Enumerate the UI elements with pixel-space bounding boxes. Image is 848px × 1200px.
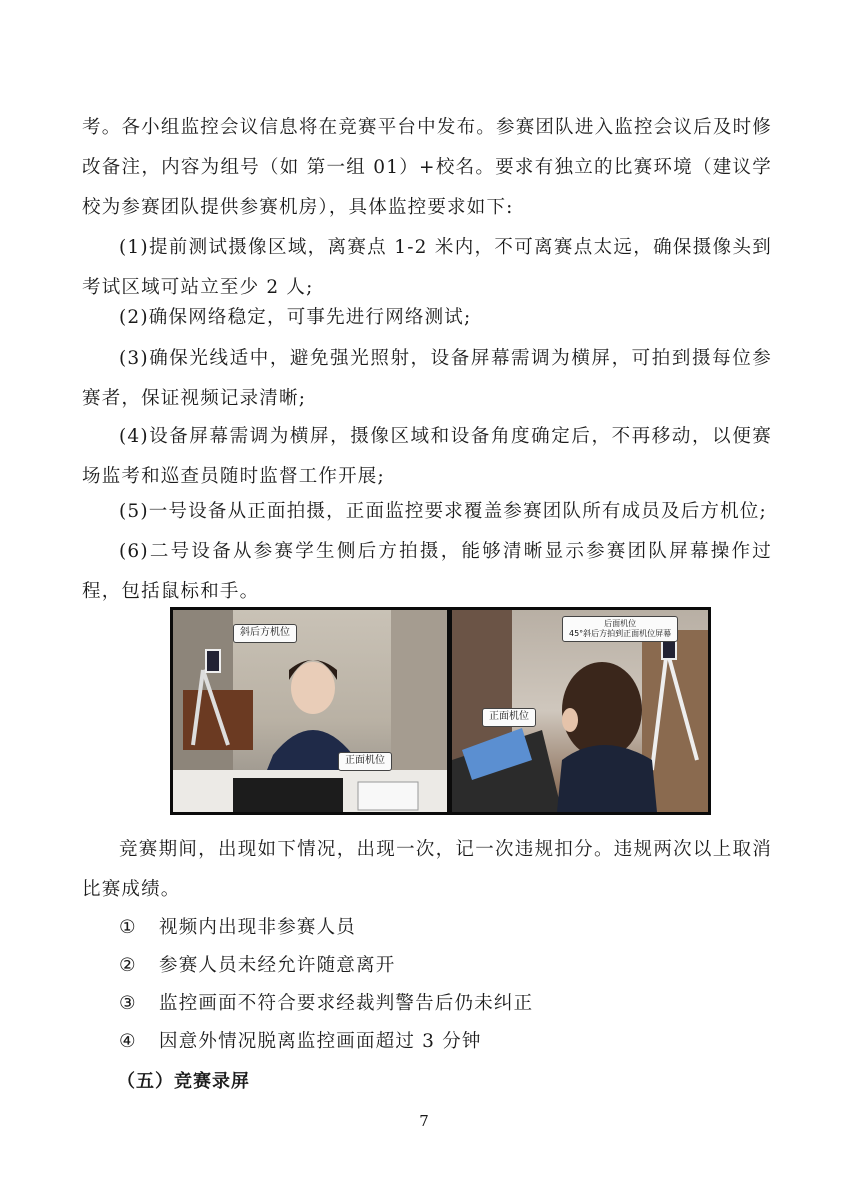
rear-camera-label-line2: 45°斜后方拍到正面机位屏幕 — [569, 629, 672, 638]
front-view-illustration — [173, 610, 447, 812]
paragraph-monitoring-intro: 考。各小组监控会议信息将在竞赛平台中发布。参赛团队进入监控会议后及时修改备注，内容为组号（如 第一组 01）+校名。要求有独立的比赛环境（建议学校为参赛团队提供参赛机房），具体监控要求如下: — [82, 117, 772, 218]
violation-intro: 竞赛期间，出现如下情况，出现一次，记一次违规扣分。违规两次以上取消比赛成绩。 — [82, 839, 772, 900]
section-title: （五）竞赛录屏 — [117, 1071, 250, 1092]
violation-item-4 — [119, 1022, 482, 1062]
front-camera-label: 正面机位 — [338, 752, 392, 771]
requirement-3: (3)确保光线适中，避免强光照射，设备屏幕需调为横屏，可拍到摄每位参赛者，保证视频记录清晰; — [82, 348, 772, 409]
item-marker: ① — [119, 917, 137, 938]
requirement-2: (2)确保网络稳定，可事先进行网络测试; — [119, 307, 472, 328]
violation-item-2 — [119, 946, 395, 986]
item-text: 监控画面不符合要求经裁判警告后仍未纠正 — [159, 993, 534, 1014]
item-text: 参赛人员未经允许随意离开 — [159, 955, 396, 976]
page-number: 7 — [419, 1112, 429, 1130]
violation-item-3 — [119, 984, 533, 1024]
requirement-6: (6)二号设备从参赛学生侧后方拍摄，能够清晰显示参赛团队屏幕操作过程，包括鼠标和手。 — [82, 541, 772, 602]
item-text: 因意外情况脱离监控画面超过 3 分钟 — [159, 1031, 482, 1052]
requirement-4: (4)设备屏幕需调为横屏，摄像区域和设备角度确定后，不再移动，以便赛场监考和巡查员随时监督工作开展; — [82, 426, 772, 487]
rear-45-camera-label — [562, 616, 678, 642]
item-text: 视频内出现非参赛人员 — [159, 917, 357, 938]
rear-camera-label-line1: 后面机位 — [604, 619, 637, 628]
item-marker: ② — [119, 955, 137, 976]
requirement-5: (5)一号设备从正面拍摄，正面监控要求覆盖参赛团队所有成员及后方机位; — [119, 501, 767, 522]
item-marker: ④ — [119, 1031, 137, 1052]
rear-camera-label: 斜后方机位 — [233, 624, 297, 643]
front-view-photo — [173, 610, 447, 812]
requirement-1: (1)提前测试摄像区域，离赛点 1-2 米内，不可离赛点太远，确保摄像头到考试区域可站立至少 2 人; — [82, 237, 772, 298]
front-camera-label-right: 正面机位 — [482, 708, 536, 727]
violation-item-1 — [119, 908, 356, 948]
item-marker: ③ — [119, 993, 137, 1014]
camera-setup-photo — [170, 607, 711, 815]
rear-view-photo — [452, 610, 708, 812]
